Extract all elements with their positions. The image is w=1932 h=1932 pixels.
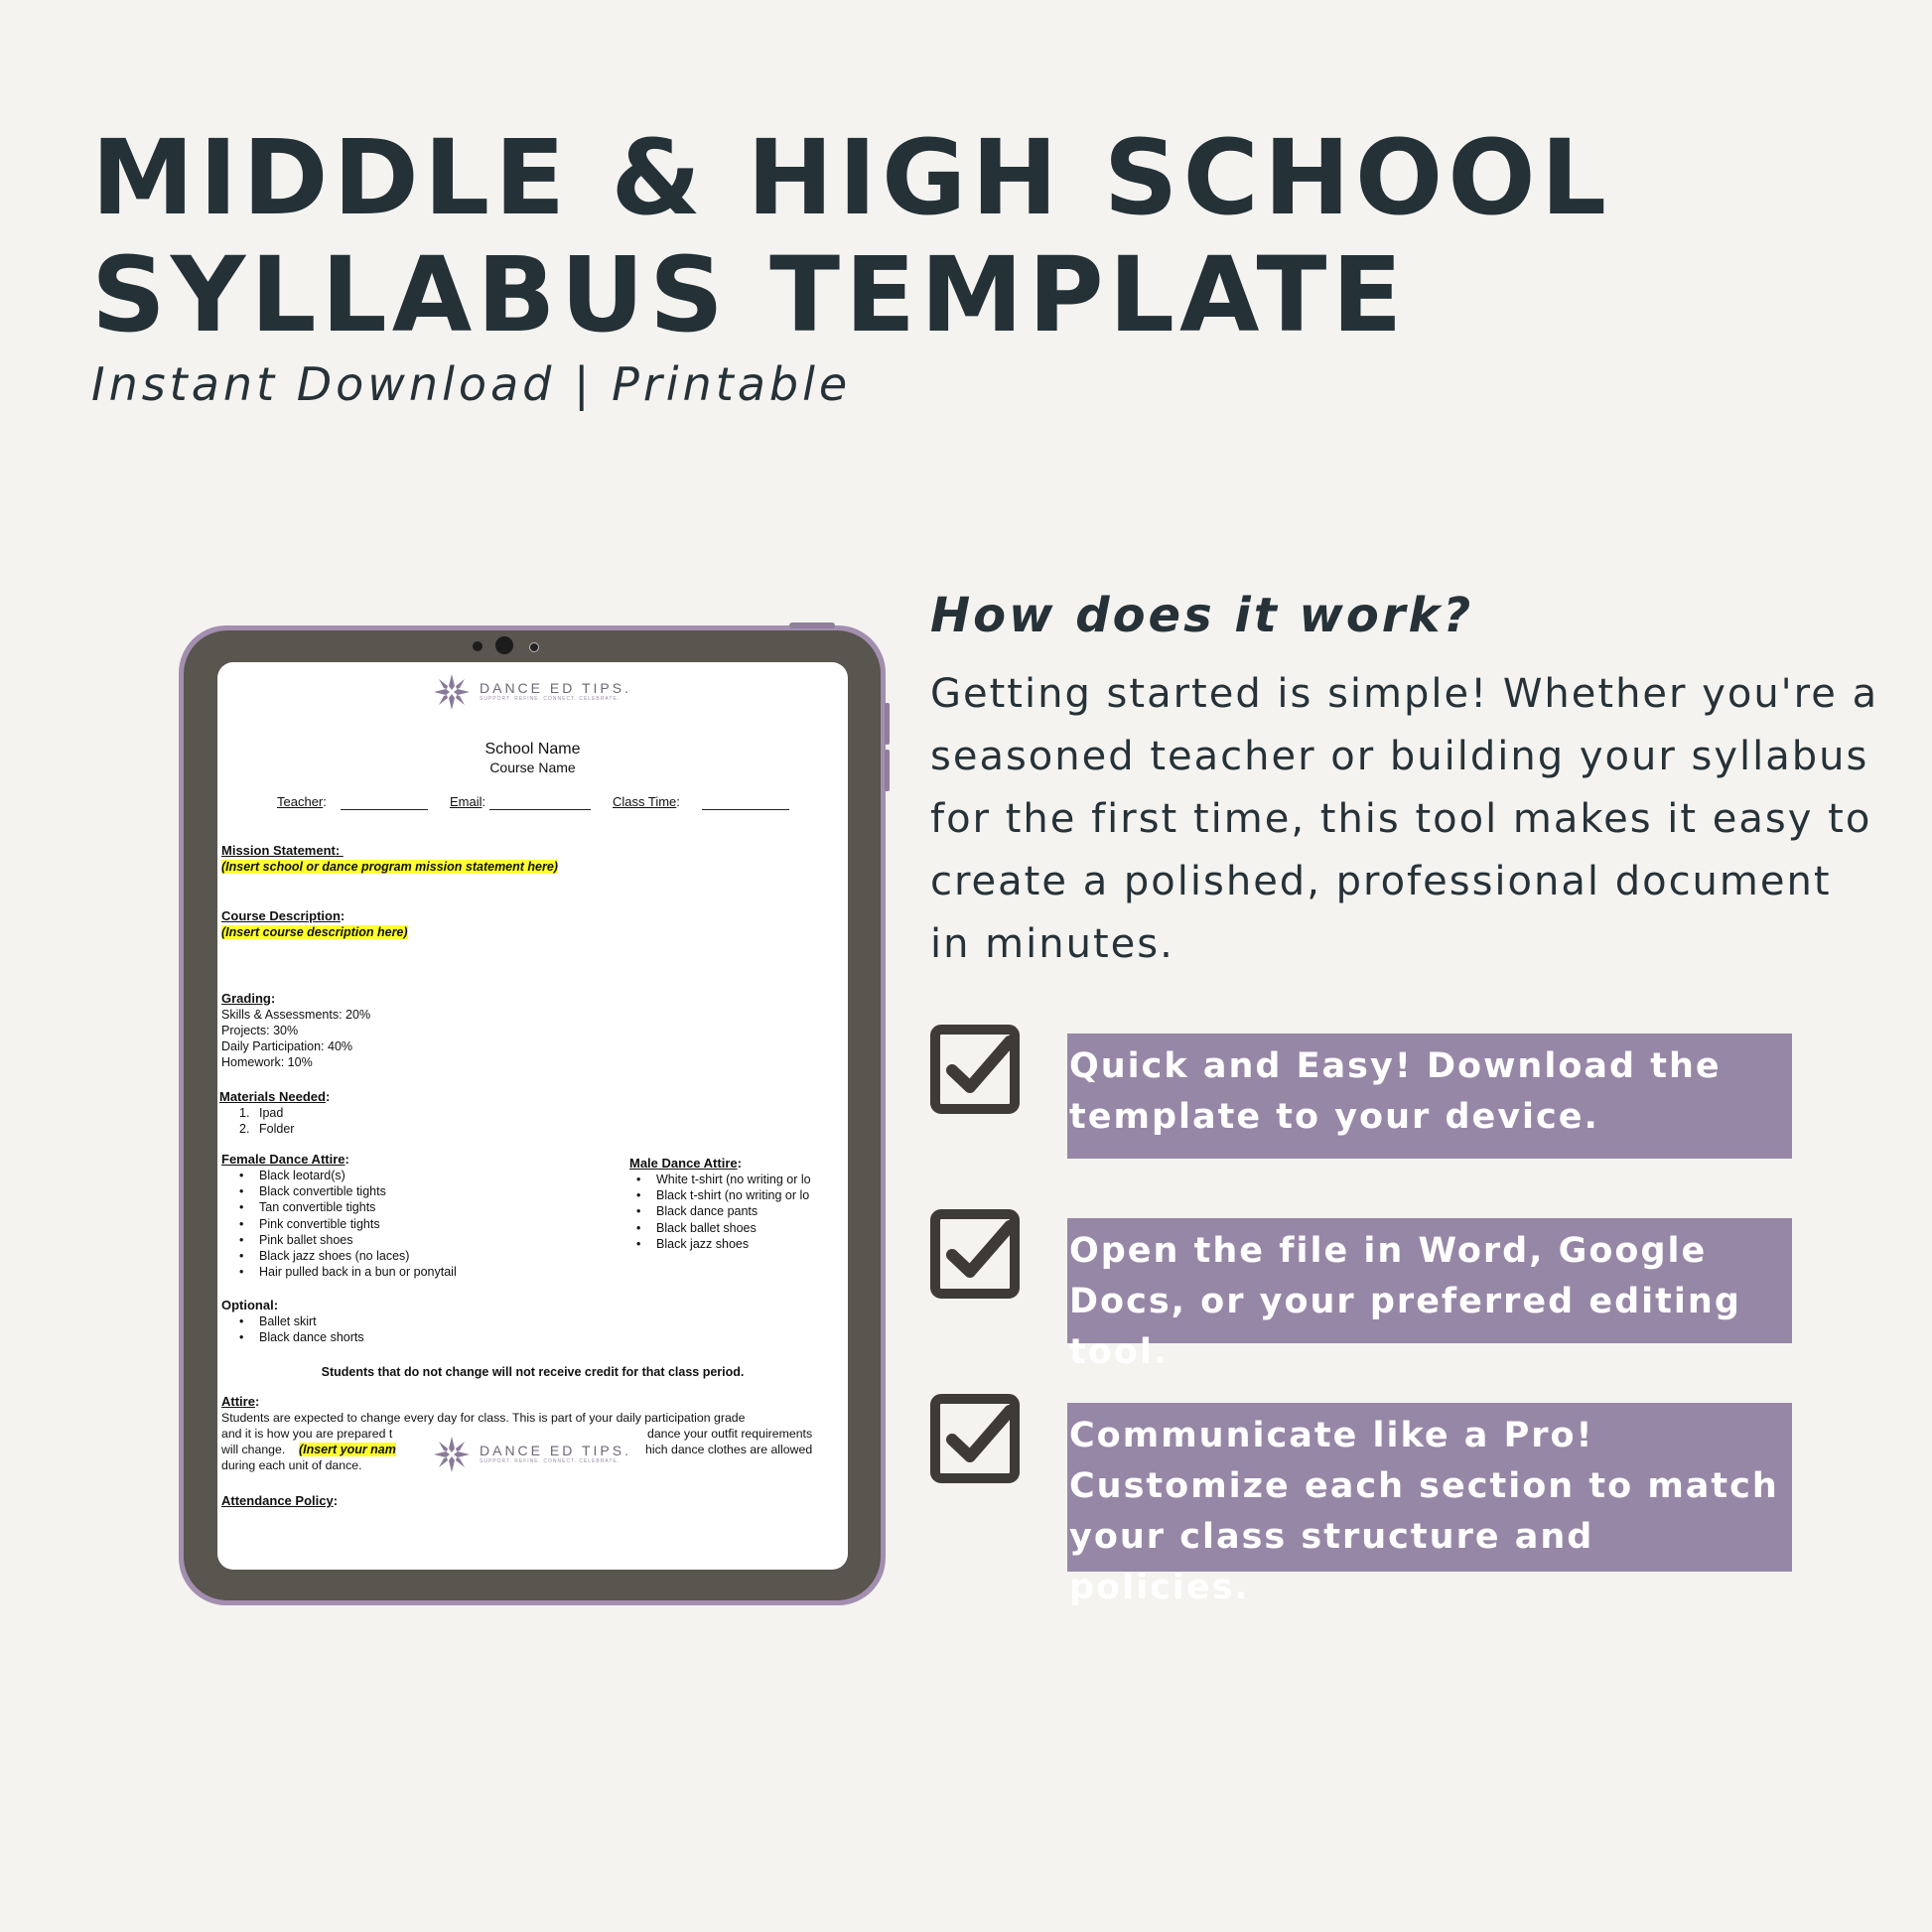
how-it-works-title: How does it work? [930, 588, 1474, 643]
logo-star-icon [432, 1435, 472, 1474]
title-line-1: MIDDLE & HIGH SCHOOL [91, 117, 1611, 238]
step-2-box: Open the file in Word, Google Docs, or your preferred editing tool. [1067, 1218, 1792, 1343]
teacher-field[interactable]: Teacher: [277, 794, 428, 810]
list-item: • Black convertible tights [217, 1183, 457, 1199]
list-item: 1. Ipad [239, 1106, 284, 1120]
attire-label: Attire [221, 1394, 255, 1409]
optional-list [217, 1313, 364, 1345]
class-time-field[interactable]: Class Time: [613, 794, 789, 810]
tablet-volume-up-button [885, 703, 890, 745]
list-item: • Black t-shirt (no writing or lo [615, 1187, 811, 1203]
email-field[interactable]: Email: [450, 794, 591, 810]
credit-notice: Students that do not change will not receive credit for that class period. [321, 1365, 745, 1379]
logo-tagline: SUPPORT. REFINE. CONNECT. CELEBRATE. [480, 696, 621, 702]
list-item: • Ballet skirt [217, 1313, 364, 1329]
email-blank[interactable] [489, 797, 591, 810]
mission-heading: Mission Statement: [221, 843, 344, 858]
grading-heading: Grading: [221, 991, 276, 1006]
list-item: • Pink ballet shoes [217, 1232, 457, 1248]
title-line-2: SYLLABUS TEMPLATE [91, 234, 1408, 355]
list-item: • Hair pulled back in a bun or ponytail [217, 1264, 457, 1280]
email-label: Email [450, 794, 483, 809]
checkbox-checked-icon [930, 1209, 1022, 1301]
list-item: • Black jazz shoes (no laces) [217, 1248, 457, 1264]
class-time-label: Class Time [613, 794, 677, 809]
course-description-label: Course Description [221, 908, 341, 923]
tablet-camera-icon [495, 636, 513, 654]
grading-item: Daily Participation: 40% [221, 1039, 353, 1053]
list-item: • Black dance pants [615, 1203, 811, 1219]
list-item: • Tan convertible tights [217, 1199, 457, 1215]
optional-heading: Optional: [221, 1298, 279, 1312]
teacher-label: Teacher [277, 794, 324, 809]
watermark-logo [418, 1435, 643, 1474]
materials-heading: Materials Needed: [219, 1089, 331, 1104]
step-3-box: Communicate like a Pro! Customize each section to match your class structure and policies. [1067, 1403, 1792, 1572]
male-attire-list [615, 1172, 811, 1252]
grading-item: Skills & Assessments: 20% [221, 1008, 371, 1022]
logo-star-icon [432, 672, 472, 712]
tablet-sensor-dot [473, 641, 483, 651]
tablet-light-sensor [529, 642, 539, 652]
male-attire-heading: Male Dance Attire: [629, 1156, 742, 1171]
list-item: 2. Folder [239, 1122, 295, 1137]
checkbox-checked-icon [930, 1025, 1022, 1116]
male-attire-label: Male Dance Attire [629, 1156, 738, 1171]
materials-list [219, 1105, 294, 1137]
course-description-placeholder[interactable] [221, 924, 408, 940]
female-attire-label: Female Dance Attire [221, 1152, 345, 1167]
list-item: • Black jazz shoes [615, 1236, 811, 1252]
grading-label: Grading [221, 991, 271, 1006]
class-time-blank[interactable] [702, 797, 789, 810]
female-attire-heading: Female Dance Attire: [221, 1152, 349, 1167]
attendance-heading: Attendance Policy: [221, 1493, 339, 1508]
dance-ed-tips-logo [432, 672, 631, 712]
list-item: • Black dance shorts [217, 1329, 364, 1345]
attire-paragraph-line: will change. (Insert your nam [221, 1443, 396, 1456]
attire-paragraph-line: during each unit of dance. [221, 1458, 362, 1472]
course-description-heading: Course Description: [221, 908, 345, 923]
list-item: • Black leotard(s) [217, 1168, 457, 1183]
attire-name-placeholder[interactable]: (Insert your nam [298, 1443, 396, 1456]
step-1-box: Quick and Easy! Download the template to your device. [1067, 1034, 1792, 1159]
school-name: School Name [484, 741, 581, 758]
materials-label: Materials Needed [219, 1089, 326, 1104]
attire-paragraph-line: Students are expected to change every day for class. This is part of your daily participation grade [221, 1411, 746, 1425]
mission-placeholder-text: (Insert school or dance program mission statement here) [221, 860, 558, 874]
list-item: • Pink convertible tights [217, 1216, 457, 1232]
attire-paragraph-line: and it is how you are prepared t [221, 1427, 393, 1441]
grading-item: Homework: 10% [221, 1055, 313, 1069]
attire-paragraph-line: hich dance clothes are allowed [645, 1443, 813, 1456]
attire-paragraph-line: dance your outfit requirements [647, 1427, 813, 1441]
attire-heading: Attire: [221, 1394, 260, 1409]
page-title [91, 119, 1859, 353]
female-attire-list [217, 1168, 457, 1280]
logo-tagline: SUPPORT. REFINE. CONNECT. CELEBRATE. [480, 1458, 621, 1464]
logo-wordmark: DANCE ED TIPS. [480, 1443, 631, 1458]
list-item: • Black ballet shoes [615, 1220, 811, 1236]
tablet-volume-down-button [885, 750, 890, 791]
teacher-blank[interactable] [341, 797, 428, 810]
course-name: Course Name [489, 759, 576, 775]
subtitle: Instant Download | Printable [91, 357, 852, 411]
syllabus-document[interactable] [217, 662, 848, 1570]
list-item: • White t-shirt (no writing or lo [615, 1172, 811, 1187]
checkbox-checked-icon [930, 1394, 1022, 1485]
grading-item: Projects: 30% [221, 1024, 299, 1037]
tablet-top-button [789, 622, 835, 628]
logo-wordmark: DANCE ED TIPS. [480, 680, 631, 696]
attendance-label: Attendance Policy [221, 1493, 334, 1508]
course-description-placeholder-text: (Insert course description here) [221, 925, 408, 939]
optional-label: Optional [221, 1298, 274, 1312]
how-it-works-body: Getting started is simple! Whether you're a seasoned teacher or building your syllabus for the first time, this tool makes it easy to create a polished, professional document in minutes. [930, 671, 1879, 967]
mission-placeholder[interactable] [221, 859, 558, 875]
mission-label: Mission Statement [221, 843, 336, 858]
